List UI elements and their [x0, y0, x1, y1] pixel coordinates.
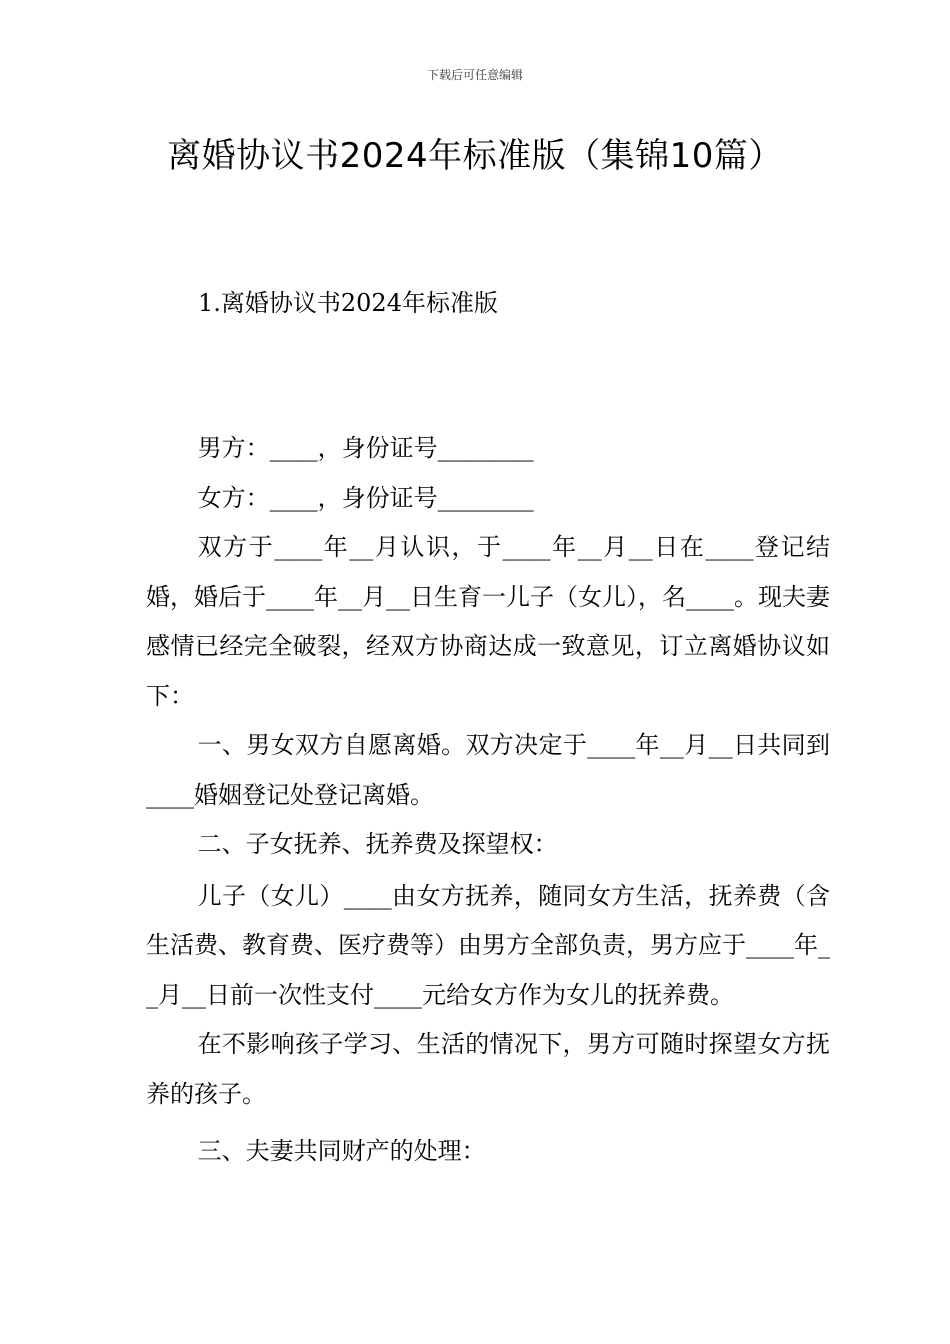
paragraph-female-party: 女方：____，身份证号________ [197, 483, 534, 512]
document-body [146, 424, 830, 1177]
paragraph-marriage-info: 双方于____年__月认识，于____年__月__日在____登记结婚，婚后于____年__月__日生育一儿子（女儿），名____。现夫妻感情已经完全破裂，经双方协商达成一致意见，订立离婚协议如下： [146, 533, 830, 710]
paragraph-visitation: 在不影响孩子学习、生活的情况下，男方可随时探望女方抚养的孩子。 [146, 1030, 830, 1108]
paragraph-clause-1: 一、男女双方自愿离婚。双方决定于____年__月__日共同到____婚姻登记处登记离婚。 [146, 731, 830, 809]
paragraph-clause-2-heading: 二、子女抚养、抚养费及探望权： [197, 830, 558, 858]
document-title: 离婚协议书2024年标准版（集锦10篇） [167, 136, 783, 176]
section-title: 1.离婚协议书2024年标准版 [198, 289, 498, 317]
paragraph-male-party: 男方：____，身份证号________ [197, 434, 534, 462]
header-note: 下载后可任意编辑 [426, 68, 523, 82]
paragraph-clause-3-heading: 三、夫妻共同财产的处理： [197, 1137, 486, 1165]
paragraph-custody: 儿子（女儿）____由女方抚养，随同女方生活，抚养费（含生活费、教育费、医疗费等）由男方全部负责，男方应于____年__月__日前一次性支付____元给女方作为女儿的抚养费。 [146, 881, 830, 1009]
